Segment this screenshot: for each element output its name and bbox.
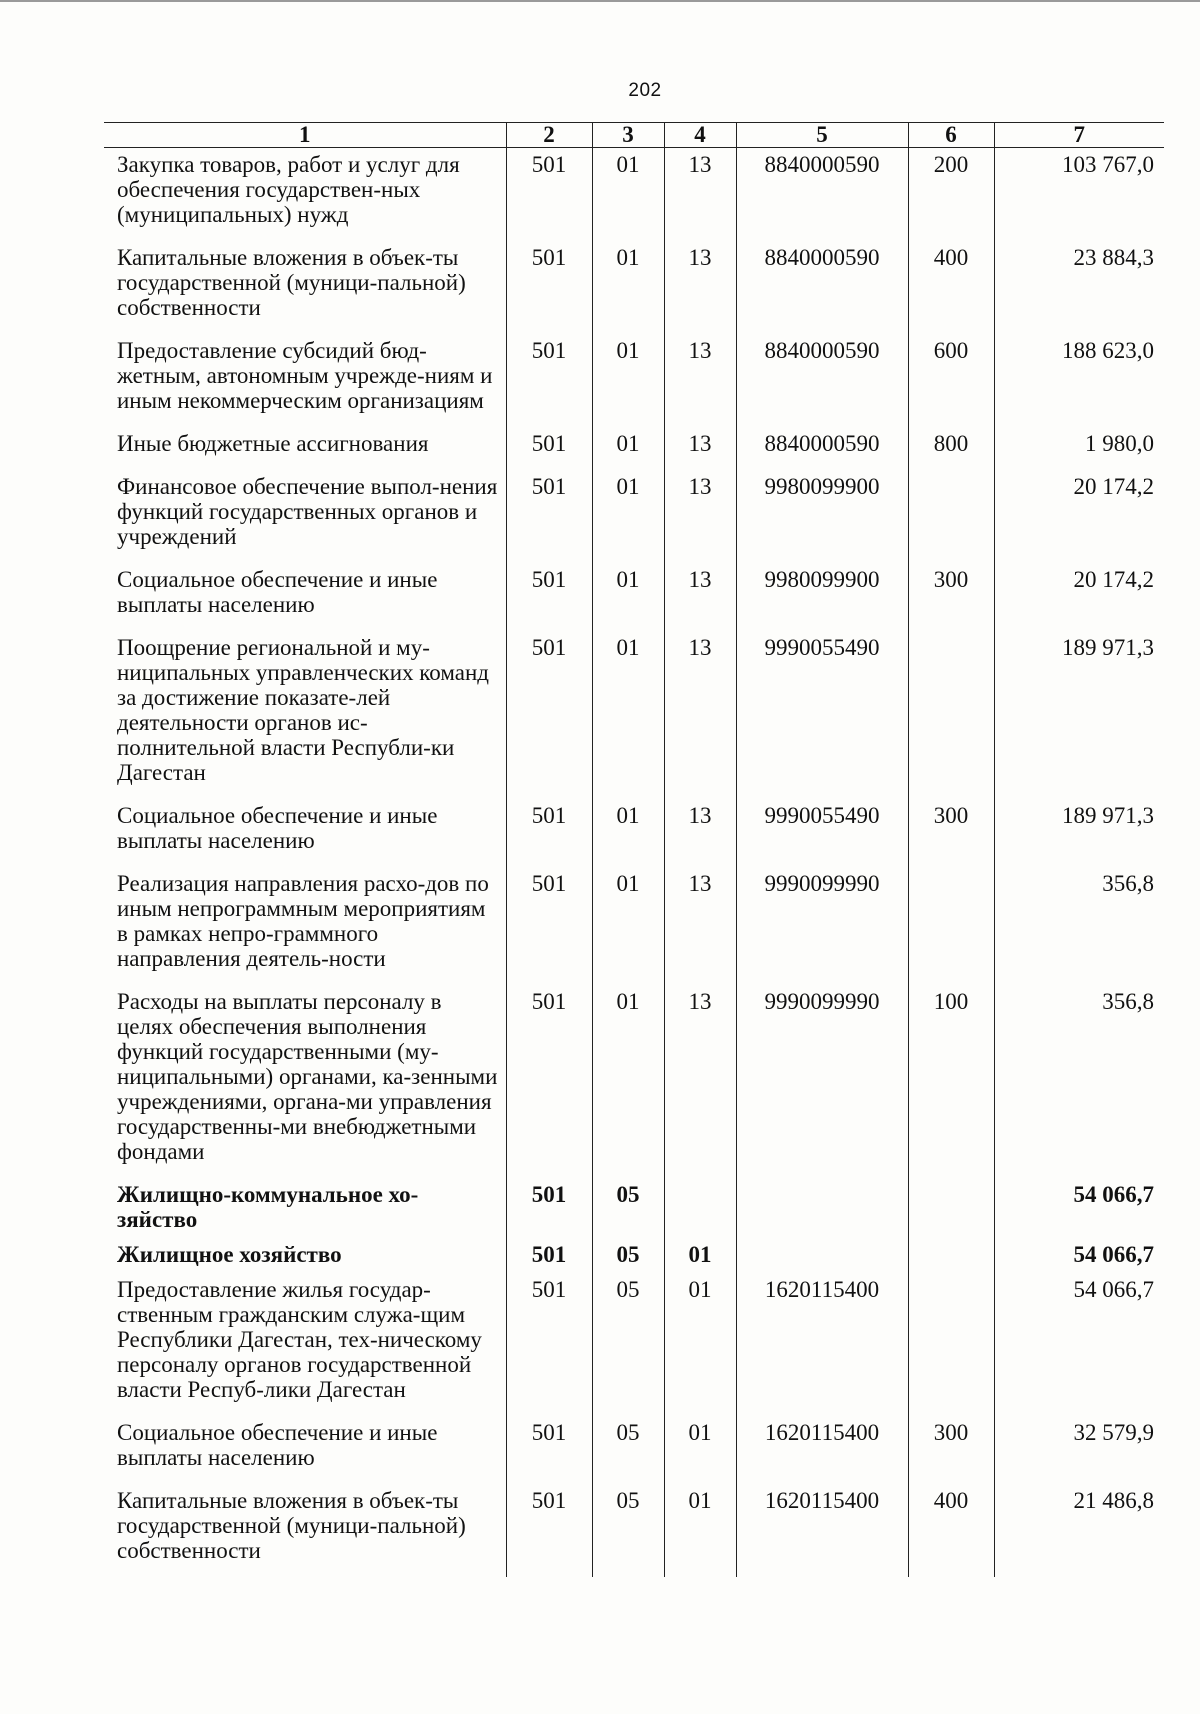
table-row xyxy=(104,985,1164,1178)
cell-subsection: 13 xyxy=(664,985,736,1178)
table-row xyxy=(104,241,1164,334)
cell-target-article: 9980099900 xyxy=(736,470,908,563)
cell-expense-type: 300 xyxy=(908,563,994,631)
table-row xyxy=(104,1238,1164,1273)
header-col-7: 7 xyxy=(994,123,1164,148)
cell-expense-type: 400 xyxy=(908,1484,994,1577)
cell-amount: 32 579,9 xyxy=(994,1416,1164,1484)
table-body xyxy=(104,148,1164,1578)
cell-target-article: 1620115400 xyxy=(736,1416,908,1484)
cell-expense-type: 100 xyxy=(908,985,994,1178)
cell-subsection: 13 xyxy=(664,563,736,631)
cell-target-article: 8840000590 xyxy=(736,427,908,470)
cell-section: 01 xyxy=(592,241,664,334)
cell-subsection: 13 xyxy=(664,241,736,334)
header-col-6: 6 xyxy=(908,123,994,148)
table-row xyxy=(104,1416,1164,1484)
cell-section: 01 xyxy=(592,563,664,631)
table-row xyxy=(104,1178,1164,1238)
cell-expense-type: 800 xyxy=(908,427,994,470)
row-description: Социальное обеспечение и иные выплаты населению xyxy=(117,803,438,853)
row-description: Социальное обеспечение и иные выплаты населению xyxy=(117,1420,438,1470)
row-description: Предоставление субсидий бюд-жетным, автономным учрежде-ниям и иным некоммерческим организациям xyxy=(117,338,493,413)
table-row xyxy=(104,1273,1164,1416)
cell-target-article: 9990099990 xyxy=(736,867,908,985)
cell-target-article: 8840000590 xyxy=(736,334,908,427)
cell-section: 01 xyxy=(592,427,664,470)
cell-admin-code: 501 xyxy=(506,799,592,867)
table-row xyxy=(104,631,1164,799)
row-description: Реализация направления расхо-дов по иным непрограммным мероприятиям в рамках непро-граммного направления деятель-ности xyxy=(117,871,489,971)
cell-amount: 23 884,3 xyxy=(994,241,1164,334)
cell-amount: 356,8 xyxy=(994,985,1164,1178)
cell-subsection: 13 xyxy=(664,148,736,242)
cell-section: 05 xyxy=(592,1238,664,1273)
row-description: Жилищно-коммунальное хо-зяйство xyxy=(117,1182,419,1232)
cell-target-article: 1620115400 xyxy=(736,1484,908,1577)
cell-expense-type xyxy=(908,1178,994,1238)
cell-amount: 356,8 xyxy=(994,867,1164,985)
cell-admin-code: 501 xyxy=(506,867,592,985)
cell-subsection: 13 xyxy=(664,334,736,427)
cell-target-article: 9990099990 xyxy=(736,985,908,1178)
cell-amount: 54 066,7 xyxy=(994,1238,1164,1273)
table-row xyxy=(104,1484,1164,1577)
cell-target-article: 8840000590 xyxy=(736,241,908,334)
cell-subsection: 01 xyxy=(664,1238,736,1273)
cell-expense-type xyxy=(908,631,994,799)
cell-admin-code: 501 xyxy=(506,241,592,334)
cell-amount: 20 174,2 xyxy=(994,563,1164,631)
page-number: 202 xyxy=(628,80,662,101)
cell-section: 01 xyxy=(592,799,664,867)
cell-amount: 103 767,0 xyxy=(994,148,1164,242)
cell-admin-code: 501 xyxy=(506,427,592,470)
cell-expense-type: 200 xyxy=(908,148,994,242)
cell-expense-type: 300 xyxy=(908,1416,994,1484)
cell-section: 01 xyxy=(592,631,664,799)
cell-amount: 188 623,0 xyxy=(994,334,1164,427)
cell-target-article: 1620115400 xyxy=(736,1273,908,1416)
cell-target-article: 8840000590 xyxy=(736,148,908,242)
cell-amount: 189 971,3 xyxy=(994,631,1164,799)
cell-subsection: 01 xyxy=(664,1416,736,1484)
cell-subsection: 01 xyxy=(664,1484,736,1577)
cell-admin-code: 501 xyxy=(506,631,592,799)
cell-amount: 189 971,3 xyxy=(994,799,1164,867)
row-description: Финансовое обеспечение выпол-нения функций государственных органов и учреждений xyxy=(117,474,498,549)
cell-expense-type xyxy=(908,1273,994,1416)
cell-section: 05 xyxy=(592,1273,664,1416)
cell-target-article: 9990055490 xyxy=(736,799,908,867)
table-row xyxy=(104,563,1164,631)
cell-admin-code: 501 xyxy=(506,985,592,1178)
cell-subsection: 13 xyxy=(664,867,736,985)
cell-section: 01 xyxy=(592,148,664,242)
cell-admin-code: 501 xyxy=(506,1178,592,1238)
cell-expense-type xyxy=(908,867,994,985)
cell-subsection: 13 xyxy=(664,427,736,470)
cell-section: 01 xyxy=(592,985,664,1178)
cell-admin-code: 501 xyxy=(506,563,592,631)
table-row xyxy=(104,427,1164,470)
row-description: Капитальные вложения в объек-ты государственной (муници-пальной) собственности xyxy=(117,1488,466,1563)
cell-target-article xyxy=(736,1238,908,1273)
cell-subsection xyxy=(664,1178,736,1238)
table-header-row xyxy=(104,123,1164,148)
cell-admin-code: 501 xyxy=(506,1416,592,1484)
cell-admin-code: 501 xyxy=(506,470,592,563)
cell-expense-type xyxy=(908,470,994,563)
row-description: Поощрение региональной и му-ниципальных управленческих команд за достижение показате-лей деятельности органов ис-полнительной власти Республи-ки Дагестан xyxy=(117,635,489,785)
row-description: Капитальные вложения в объек-ты государственной (муници-пальной) собственности xyxy=(117,245,466,320)
row-description: Расходы на выплаты персоналу в целях обеспечения выполнения функций государственными (му-ниципальными) органами, ка-зенными учреждениями, органа-ми управления государственны-ми внебюджетными фондами xyxy=(117,989,498,1164)
row-description: Закупка товаров, работ и услуг для обеспечения государствен-ных (муниципальных) нужд xyxy=(117,152,460,227)
cell-admin-code: 501 xyxy=(506,1273,592,1416)
cell-target-article xyxy=(736,1178,908,1238)
cell-target-article: 9980099900 xyxy=(736,563,908,631)
header-col-4: 4 xyxy=(664,123,736,148)
cell-amount: 54 066,7 xyxy=(994,1273,1164,1416)
table-row xyxy=(104,470,1164,563)
cell-expense-type: 600 xyxy=(908,334,994,427)
cell-section: 01 xyxy=(592,867,664,985)
row-description: Жилищное хозяйство xyxy=(117,1242,342,1267)
cell-section: 01 xyxy=(592,470,664,563)
header-col-5: 5 xyxy=(736,123,908,148)
cell-amount: 1 980,0 xyxy=(994,427,1164,470)
header-col-2: 2 xyxy=(506,123,592,148)
header-col-1: 1 xyxy=(104,123,506,148)
cell-target-article: 9990055490 xyxy=(736,631,908,799)
row-description: Иные бюджетные ассигнования xyxy=(117,431,429,456)
cell-admin-code: 501 xyxy=(506,1484,592,1577)
cell-amount: 20 174,2 xyxy=(994,470,1164,563)
table-row xyxy=(104,334,1164,427)
cell-section: 05 xyxy=(592,1178,664,1238)
cell-amount: 54 066,7 xyxy=(994,1178,1164,1238)
cell-admin-code: 501 xyxy=(506,148,592,242)
cell-expense-type: 400 xyxy=(908,241,994,334)
cell-section: 01 xyxy=(592,334,664,427)
table-row xyxy=(104,799,1164,867)
cell-section: 05 xyxy=(592,1416,664,1484)
cell-admin-code: 501 xyxy=(506,1238,592,1273)
row-description: Социальное обеспечение и иные выплаты населению xyxy=(117,567,438,617)
row-description: Предоставление жилья государ-ственным гражданским служа-щим Республики Дагестан, тех-ническому персоналу органов государственной власти Респуб-лики Дагестан xyxy=(117,1277,482,1402)
table-row xyxy=(104,148,1164,242)
header-col-3: 3 xyxy=(592,123,664,148)
budget-table xyxy=(104,122,1164,1577)
scan-edge xyxy=(0,0,1200,2)
cell-amount: 21 486,8 xyxy=(994,1484,1164,1577)
cell-section: 05 xyxy=(592,1484,664,1577)
cell-expense-type xyxy=(908,1238,994,1273)
table-row xyxy=(104,867,1164,985)
cell-admin-code: 501 xyxy=(506,334,592,427)
cell-subsection: 13 xyxy=(664,631,736,799)
cell-expense-type: 300 xyxy=(908,799,994,867)
cell-subsection: 13 xyxy=(664,470,736,563)
cell-subsection: 01 xyxy=(664,1273,736,1416)
cell-subsection: 13 xyxy=(664,799,736,867)
